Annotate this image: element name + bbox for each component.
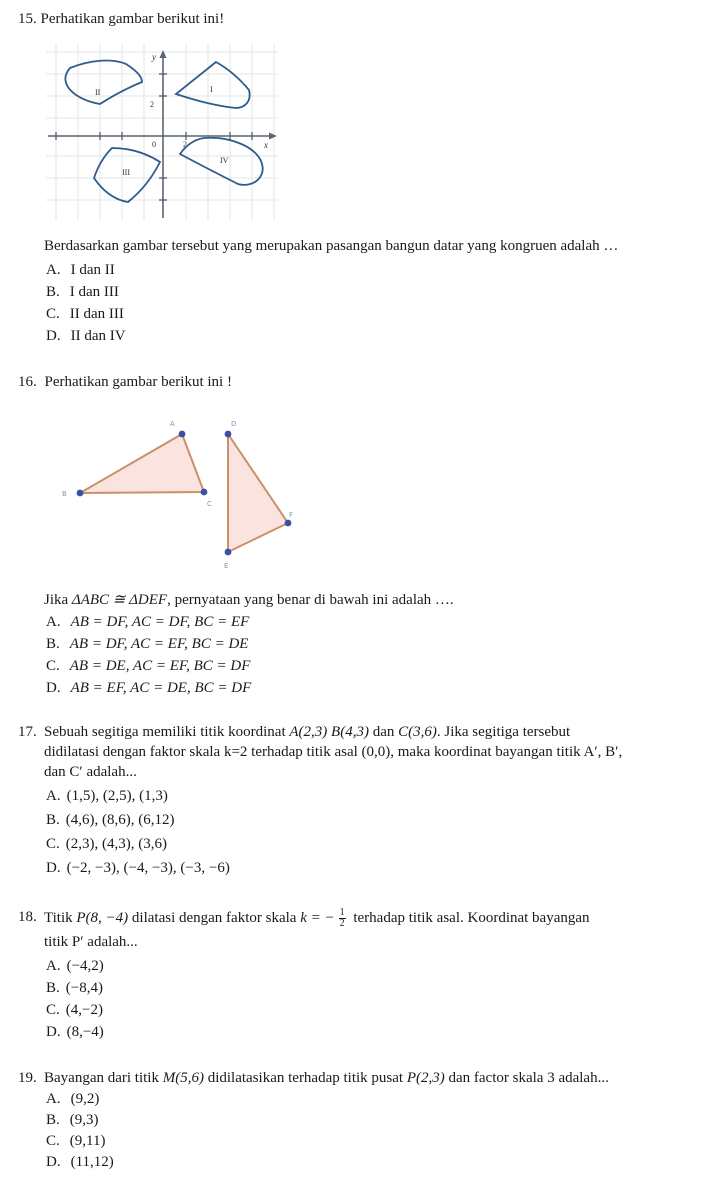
option-text: (−4,2): [66, 958, 104, 974]
option-letter: D.: [46, 1024, 61, 1040]
q17-option-b[interactable]: [46, 811, 175, 829]
q18-option-b[interactable]: [46, 979, 103, 997]
shape-label-III: III: [122, 168, 130, 177]
q19-option-c[interactable]: [46, 1132, 105, 1150]
option-letter: A.: [46, 614, 61, 630]
q19-text-a: Bayangan dari titik: [44, 1070, 163, 1086]
option-text: AB = DE, AC = EF, BC = DF: [69, 658, 251, 674]
q16-question: [44, 591, 454, 609]
q16-question-math: ΔABC ≅ ΔDEF: [71, 592, 168, 608]
q16-option-a[interactable]: [46, 613, 249, 631]
option-letter: C.: [46, 836, 60, 852]
option-letter: B.: [46, 980, 60, 996]
option-letter: C.: [46, 1133, 60, 1149]
point-B: [77, 490, 84, 497]
x-axis-label: x: [264, 140, 268, 150]
option-letter: B.: [46, 636, 60, 652]
grid-lines: [46, 44, 278, 220]
q17-line-2: didilatasi dengan faktor skala k=2 terhadap titik asal (0,0), maka koordinat bayangan titik A′, B′,: [44, 744, 623, 760]
option-text: AB = DF, AC = EF, BC = DE: [69, 636, 249, 652]
option-text: (8,−4): [66, 1024, 104, 1040]
q18-scale-k: k = −: [300, 909, 335, 926]
option-text: AB = EF, AC = DE, BC = DF: [70, 680, 252, 696]
point-D: [225, 431, 232, 438]
q16-question-post: , pernyataan yang benar di bawah ini adalah ….: [167, 592, 454, 608]
q15-question: Berdasarkan gambar tersebut yang merupakan pasangan bangun datar yang kongruen adalah …: [44, 238, 619, 254]
q17-line-1: [44, 723, 570, 741]
q15-prompt: Perhatikan gambar berikut ini!: [40, 11, 225, 27]
point-A: [179, 431, 186, 438]
q16-triangles-figure: [56, 412, 306, 572]
q19-point-p: P(2,3): [406, 1070, 445, 1086]
q15-coordinate-figure: [46, 44, 278, 220]
label-B: B: [62, 490, 67, 498]
option-text: I dan III: [69, 284, 119, 300]
q16-option-c[interactable]: [46, 657, 250, 675]
tick-label-x-2: 2: [183, 140, 187, 149]
y-axis-arrow-icon: [160, 50, 167, 58]
option-text: (9,11): [69, 1133, 106, 1149]
q17-number: 17.: [18, 724, 37, 740]
option-letter: C.: [46, 1002, 60, 1018]
axis-ticks: [56, 74, 252, 200]
triangle-abc: [80, 434, 204, 493]
option-text: AB = DF, AC = DF, BC = EF: [70, 614, 250, 630]
x-axis-arrow-icon: [269, 133, 277, 140]
q18-text-b: dilatasi dengan faktor skala: [128, 909, 301, 926]
q17-point-a: A(2,3): [289, 724, 328, 740]
q16-option-b[interactable]: [46, 635, 248, 653]
q19-text-b: didilatasikan terhadap titik pusat: [203, 1070, 407, 1086]
q17-point-c: C(3,6): [398, 724, 437, 740]
q17-option-c[interactable]: [46, 835, 167, 853]
q15-option-d[interactable]: [46, 327, 126, 345]
option-text: (−2, −3), (−4, −3), (−3, −6): [66, 860, 230, 876]
q18-line-2: titik P′ adalah...: [44, 934, 138, 950]
q17-option-a[interactable]: [46, 787, 168, 805]
q19-line-1: [44, 1069, 609, 1087]
option-text: (9,3): [69, 1112, 99, 1128]
option-letter: B.: [46, 284, 60, 300]
q17-option-d[interactable]: [46, 859, 230, 877]
option-text: (11,12): [70, 1154, 114, 1170]
fraction-denominator: 2: [339, 918, 345, 929]
option-letter: A.: [46, 262, 61, 278]
q16-prompt: Perhatikan gambar berikut ini !: [44, 374, 232, 390]
label-E: E: [224, 562, 229, 570]
q16-number: 16.: [18, 374, 37, 390]
q18-point-p: P(8, −4): [76, 909, 129, 926]
tick-label-origin: 0: [152, 140, 156, 149]
q19-option-a[interactable]: [46, 1090, 99, 1108]
triangle-def: [228, 434, 288, 552]
q15-number: 15.: [18, 11, 37, 27]
q18-text-a: Titik: [44, 909, 77, 926]
q16-option-d[interactable]: [46, 679, 251, 697]
option-letter: A.: [46, 1091, 61, 1107]
q17-dan: dan: [368, 724, 399, 740]
q18-text-c: terhadap titik asal. Koordinat bayangan: [349, 909, 590, 926]
q19-number: 19.: [18, 1070, 37, 1086]
q18-option-d[interactable]: [46, 1023, 104, 1041]
fraction-numerator: 1: [339, 907, 345, 918]
option-text: (4,−2): [65, 1002, 103, 1018]
option-text: (9,2): [70, 1091, 100, 1107]
q19-point-m: M(5,6): [162, 1070, 204, 1086]
option-letter: A.: [46, 958, 61, 974]
option-letter: C.: [46, 306, 60, 322]
shape-label-II: II: [95, 88, 101, 97]
q15-option-b[interactable]: [46, 283, 119, 301]
option-text: (2,3), (4,3), (3,6): [65, 836, 167, 852]
option-letter: D.: [46, 328, 61, 344]
q15-option-c[interactable]: [46, 305, 124, 323]
label-A: A: [170, 420, 175, 428]
shape-label-IV: IV: [220, 156, 229, 165]
q18-fraction: [339, 908, 346, 929]
point-C: [201, 489, 208, 496]
tick-label-y-2: 2: [150, 100, 154, 109]
y-axis-label: y: [152, 52, 156, 62]
shape-I: [176, 62, 250, 108]
q18-line-1: [44, 908, 590, 929]
shape-II: [65, 61, 142, 104]
q17-point-b: B(4,3): [331, 724, 369, 740]
option-text: (1,5), (2,5), (1,3): [66, 788, 168, 804]
option-letter: B.: [46, 812, 60, 828]
q17-text-a: Sebuah segitiga memiliki titik koordinat: [44, 724, 290, 740]
q16-question-pre: Jika: [44, 592, 72, 608]
option-letter: D.: [46, 860, 61, 876]
q19-text-c: dan factor skala 3 adalah...: [444, 1070, 609, 1086]
q15-header: [18, 10, 224, 28]
option-letter: C.: [46, 658, 60, 674]
q19-option-d[interactable]: [46, 1153, 114, 1171]
q19-option-b[interactable]: [46, 1111, 99, 1129]
option-text: II dan III: [69, 306, 124, 322]
q18-option-c[interactable]: [46, 1001, 103, 1019]
option-letter: A.: [46, 788, 61, 804]
q15-option-a[interactable]: [46, 261, 115, 279]
q16-header: [18, 373, 232, 391]
label-C: C: [207, 500, 212, 508]
option-text: II dan IV: [70, 328, 126, 344]
q18-option-a[interactable]: [46, 957, 104, 975]
option-text: (4,6), (8,6), (6,12): [65, 812, 175, 828]
q17-line-3: dan C′ adalah...: [44, 764, 137, 780]
option-text: (−8,4): [65, 980, 103, 996]
option-text: I dan II: [70, 262, 115, 278]
option-letter: D.: [46, 1154, 61, 1170]
q18-number: 18.: [18, 909, 37, 925]
shape-label-I: I: [210, 85, 213, 94]
option-letter: B.: [46, 1112, 60, 1128]
option-letter: D.: [46, 680, 61, 696]
q17-text-b: . Jika segitiga tersebut: [436, 724, 571, 740]
label-D: D: [231, 420, 237, 428]
point-F: [285, 520, 292, 527]
point-E: [225, 549, 232, 556]
label-F: F: [289, 511, 294, 519]
